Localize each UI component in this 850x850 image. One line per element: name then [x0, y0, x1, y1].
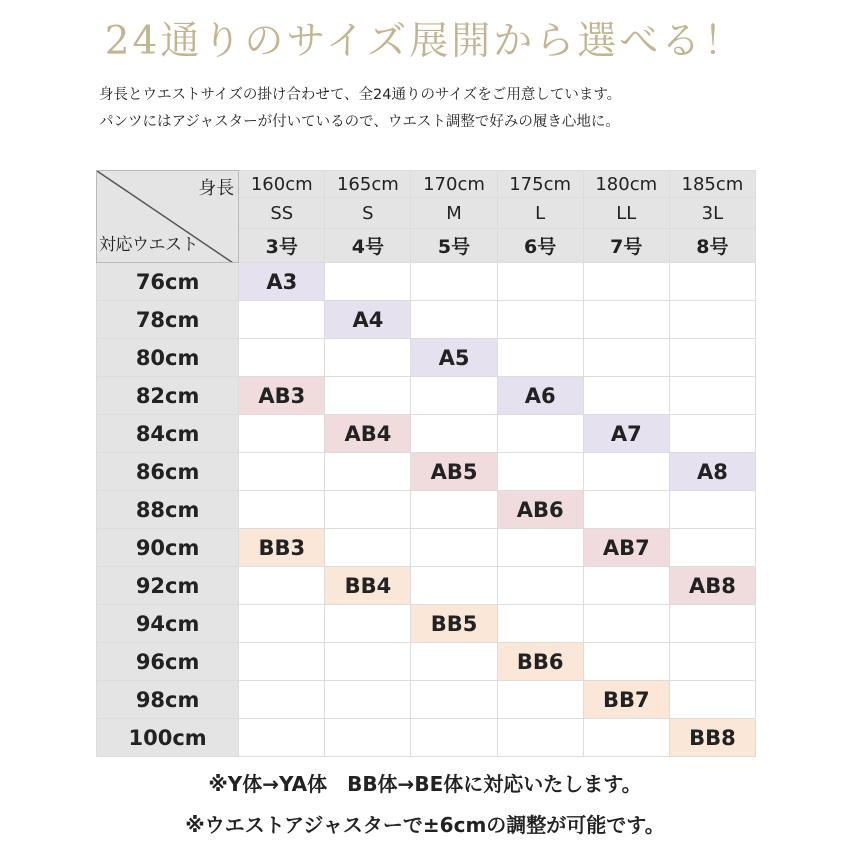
size-code-cell: BB3	[239, 529, 325, 567]
note-body-type: ※Y体→YA体 BB体→BE体に対応いたします。	[208, 772, 642, 796]
empty-cell	[411, 681, 497, 719]
size-header: S	[325, 198, 411, 229]
empty-cell	[583, 263, 669, 301]
height-header: 170cm	[411, 171, 497, 198]
empty-cell	[325, 643, 411, 681]
empty-cell	[239, 415, 325, 453]
waist-label: 92cm	[97, 567, 239, 605]
waist-label: 82cm	[97, 377, 239, 415]
table-row	[97, 301, 756, 339]
empty-cell	[583, 567, 669, 605]
empty-cell	[411, 377, 497, 415]
table-row	[97, 529, 756, 567]
empty-cell	[669, 491, 755, 529]
size-code-cell: A8	[669, 453, 755, 491]
empty-cell	[497, 529, 583, 567]
waist-label: 84cm	[97, 415, 239, 453]
empty-cell	[239, 681, 325, 719]
empty-cell	[325, 681, 411, 719]
size-code-cell: BB5	[411, 605, 497, 643]
empty-cell	[411, 567, 497, 605]
empty-cell	[669, 415, 755, 453]
waist-label: 96cm	[97, 643, 239, 681]
size-code-cell: A4	[325, 301, 411, 339]
empty-cell	[669, 643, 755, 681]
number-header: 8号	[669, 229, 755, 263]
empty-cell	[411, 529, 497, 567]
size-header: M	[411, 198, 497, 229]
waist-label: 86cm	[97, 453, 239, 491]
height-header: 180cm	[583, 171, 669, 198]
corner-header-cell	[97, 171, 239, 263]
empty-cell	[497, 301, 583, 339]
intro-line: 身長とウエストサイズの掛け合わせて、全24通りのサイズをご用意しています。	[99, 87, 622, 103]
size-header: 3L	[669, 198, 755, 229]
empty-cell	[583, 453, 669, 491]
empty-cell	[239, 643, 325, 681]
table-row	[97, 377, 756, 415]
table-row	[97, 415, 756, 453]
size-code-cell: BB7	[583, 681, 669, 719]
size-header: SS	[239, 198, 325, 229]
empty-cell	[325, 377, 411, 415]
waist-label: 98cm	[97, 681, 239, 719]
height-header: 160cm	[239, 171, 325, 198]
empty-cell	[411, 643, 497, 681]
size-code-cell: AB3	[239, 377, 325, 415]
empty-cell	[669, 263, 755, 301]
empty-cell	[669, 339, 755, 377]
number-header: 3号	[239, 229, 325, 263]
size-code-cell: BB6	[497, 643, 583, 681]
waist-label: 76cm	[97, 263, 239, 301]
empty-cell	[325, 529, 411, 567]
empty-cell	[325, 491, 411, 529]
empty-cell	[497, 681, 583, 719]
empty-cell	[583, 719, 669, 757]
page-title: 24通りのサイズ展開から選べる！	[104, 19, 746, 64]
empty-cell	[411, 719, 497, 757]
number-header: 4号	[325, 229, 411, 263]
table-row	[97, 567, 756, 605]
waist-label: 90cm	[97, 529, 239, 567]
waist-label: 100cm	[97, 719, 239, 757]
empty-cell	[411, 301, 497, 339]
empty-cell	[325, 719, 411, 757]
height-header: 165cm	[325, 171, 411, 198]
size-header: LL	[583, 198, 669, 229]
size-code-cell: A5	[411, 339, 497, 377]
empty-cell	[497, 415, 583, 453]
waist-label: 88cm	[97, 491, 239, 529]
table-row	[97, 681, 756, 719]
table-row	[97, 719, 756, 757]
table-row	[97, 453, 756, 491]
intro-line: パンツにはアジャスターが付いているので、ウエスト調整で好みの履き心地に。	[99, 114, 620, 130]
empty-cell	[325, 453, 411, 491]
table-row	[97, 643, 756, 681]
empty-cell	[325, 263, 411, 301]
empty-cell	[583, 377, 669, 415]
waist-label: 78cm	[97, 301, 239, 339]
empty-cell	[497, 263, 583, 301]
empty-cell	[669, 605, 755, 643]
empty-cell	[411, 491, 497, 529]
height-header-row	[97, 171, 756, 198]
table-row	[97, 605, 756, 643]
waist-axis-label: 対応ウエスト	[99, 235, 198, 255]
number-header: 7号	[583, 229, 669, 263]
size-code-cell: BB8	[669, 719, 755, 757]
empty-cell	[669, 529, 755, 567]
height-axis-label: 身長	[198, 178, 235, 199]
size-code-cell: AB7	[583, 529, 669, 567]
empty-cell	[669, 301, 755, 339]
size-code-cell: A6	[497, 377, 583, 415]
size-code-cell: A7	[583, 415, 669, 453]
empty-cell	[497, 339, 583, 377]
number-header: 6号	[497, 229, 583, 263]
size-code-cell: AB4	[325, 415, 411, 453]
empty-cell	[411, 415, 497, 453]
height-header: 175cm	[497, 171, 583, 198]
empty-cell	[239, 453, 325, 491]
empty-cell	[497, 605, 583, 643]
empty-cell	[239, 491, 325, 529]
empty-cell	[583, 491, 669, 529]
empty-cell	[239, 339, 325, 377]
empty-cell	[325, 605, 411, 643]
empty-cell	[583, 605, 669, 643]
size-code-cell: AB8	[669, 567, 755, 605]
empty-cell	[497, 453, 583, 491]
size-chart-table	[96, 170, 756, 757]
empty-cell	[239, 567, 325, 605]
empty-cell	[239, 605, 325, 643]
empty-cell	[583, 643, 669, 681]
table-row	[97, 491, 756, 529]
table-row	[97, 339, 756, 377]
empty-cell	[497, 719, 583, 757]
empty-cell	[669, 681, 755, 719]
empty-cell	[583, 301, 669, 339]
empty-cell	[239, 719, 325, 757]
height-header: 185cm	[669, 171, 755, 198]
intro-text	[99, 82, 621, 136]
size-code-cell: AB6	[497, 491, 583, 529]
empty-cell	[239, 301, 325, 339]
size-code-cell: AB5	[411, 453, 497, 491]
waist-label: 94cm	[97, 605, 239, 643]
waist-label: 80cm	[97, 339, 239, 377]
empty-cell	[669, 377, 755, 415]
empty-cell	[325, 339, 411, 377]
empty-cell	[583, 339, 669, 377]
empty-cell	[497, 567, 583, 605]
note-adjuster: ※ウエストアジャスターで±6cmの調整が可能です。	[185, 813, 665, 837]
size-header: L	[497, 198, 583, 229]
size-code-cell: BB4	[325, 567, 411, 605]
size-code-cell: A3	[239, 263, 325, 301]
table-row	[97, 263, 756, 301]
number-header: 5号	[411, 229, 497, 263]
empty-cell	[411, 263, 497, 301]
